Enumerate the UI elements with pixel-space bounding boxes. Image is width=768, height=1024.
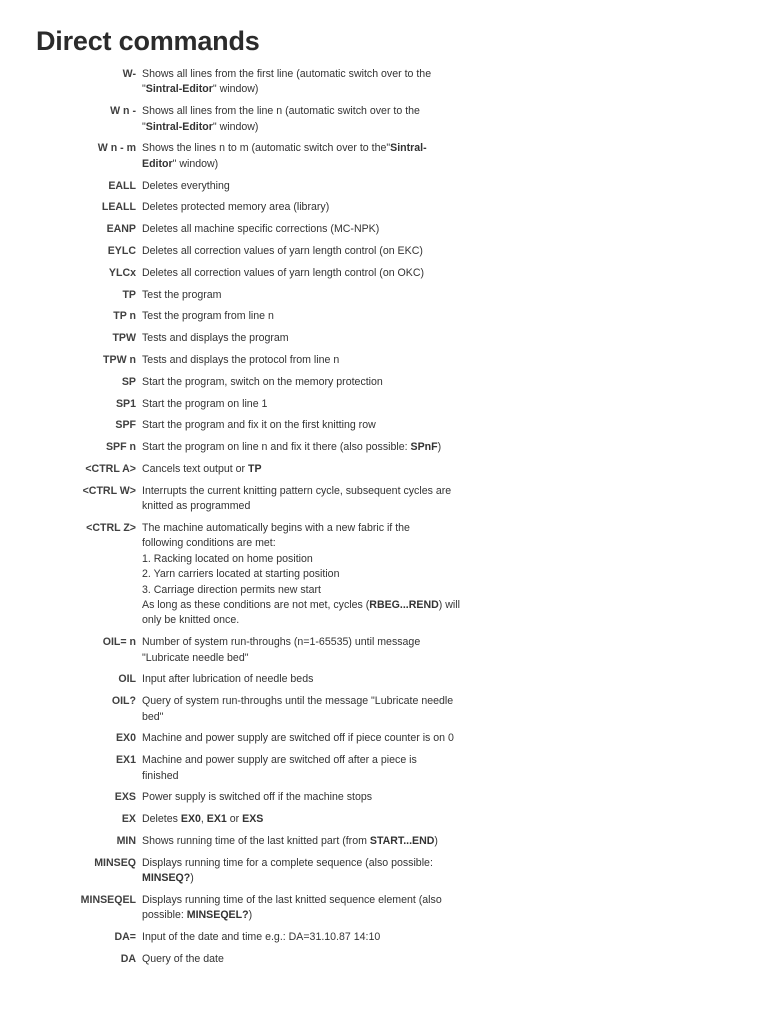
command-row — [0, 635, 768, 672]
description-line: Deletes all correction values of yarn length control (on EKC) — [142, 245, 423, 257]
command-row — [0, 353, 768, 375]
command-row — [0, 731, 768, 753]
description-line: 2. Yarn carriers located at starting position — [142, 568, 340, 581]
description-line: following conditions are met: — [142, 537, 276, 550]
description-line: 3. Carriage direction permits new start — [142, 583, 321, 596]
command-list — [0, 67, 768, 974]
description-line: "Sintral-Editor" window) — [142, 120, 259, 133]
command-code: EANP — [106, 223, 136, 236]
command-row — [0, 141, 768, 178]
command-description — [142, 67, 472, 98]
command-description — [142, 288, 472, 303]
description-line: only be knitted once. — [142, 614, 240, 627]
command-description — [142, 484, 472, 515]
command-description — [142, 397, 472, 412]
command-description — [142, 834, 472, 849]
description-line: Shows the lines n to m (automatic switch over to the"Sintral- — [142, 142, 427, 155]
command-row — [0, 834, 768, 856]
command-code: OIL — [118, 673, 136, 686]
description-line: As long as these conditions are not met, cycles (RBEG...REND) will — [142, 599, 460, 611]
command-description — [142, 353, 472, 368]
command-description — [142, 753, 472, 784]
command-row — [0, 484, 768, 521]
command-description — [142, 812, 472, 827]
command-description — [142, 309, 472, 324]
command-row — [0, 375, 768, 397]
command-row — [0, 104, 768, 141]
command-description — [142, 731, 472, 746]
description-line: Machine and power supply are switched off if piece counter is on 0 — [142, 732, 454, 745]
command-code: TPW — [112, 332, 136, 345]
command-description — [142, 179, 472, 194]
description-line: "Sintral-Editor" window) — [142, 83, 259, 96]
command-code: SP — [121, 375, 136, 388]
command-row — [0, 222, 768, 244]
description-line: Power supply is switched off if the machine stops — [142, 791, 373, 804]
description-line: Cancels text output or TP — [142, 462, 262, 475]
command-description — [142, 893, 472, 924]
command-description — [142, 331, 472, 346]
command-code: <CTRL Z> — [86, 521, 136, 534]
command-description — [142, 244, 472, 259]
command-row — [0, 331, 768, 353]
command-code: LEALL — [101, 201, 136, 214]
command-description — [142, 418, 472, 433]
command-code: EYLC — [107, 245, 136, 257]
command-row — [0, 418, 768, 440]
description-line: Input of the date and time e.g.: DA=31.10.87 14:10 — [142, 931, 381, 944]
command-row — [0, 790, 768, 812]
command-description — [142, 672, 472, 687]
description-line: Deletes everything — [142, 179, 230, 192]
command-code: DA= — [114, 931, 136, 944]
command-row — [0, 672, 768, 694]
command-row — [0, 753, 768, 790]
description-line: Start the program on line n and fix it there (also possible: SPnF) — [142, 441, 442, 454]
command-description — [142, 104, 472, 135]
command-code: TPW n — [103, 353, 136, 366]
command-code: <CTRL W> — [82, 484, 136, 497]
command-row — [0, 952, 768, 974]
command-code: EX0 — [115, 732, 136, 745]
command-description — [142, 440, 472, 455]
command-code: TP n — [113, 310, 136, 323]
description-line: Tests and displays the protocol from line n — [142, 353, 340, 366]
description-line: Start the program, switch on the memory protection — [142, 375, 383, 388]
command-row — [0, 179, 768, 201]
command-code: OIL= n — [102, 636, 136, 649]
description-line: Deletes all machine specific corrections (MC-NPK) — [142, 223, 380, 236]
command-code: SPF — [115, 419, 136, 432]
description-line: Displays running time of the last knitted sequence element (also — [142, 894, 442, 906]
command-row — [0, 244, 768, 266]
description-line: knitted as programmed — [142, 500, 251, 513]
command-code: EXS — [114, 791, 136, 804]
command-description — [142, 222, 472, 237]
description-line: Query of system run-throughs until the message "Lubricate needle — [142, 695, 454, 708]
command-code: <CTRL A> — [85, 462, 136, 475]
command-row — [0, 397, 768, 419]
description-line: Shows running time of the last knitted part (from START...END) — [142, 835, 438, 847]
command-row — [0, 67, 768, 104]
command-row — [0, 893, 768, 930]
command-description — [142, 141, 472, 172]
description-line: Shows all lines from the line n (automatic switch over to the — [142, 105, 420, 118]
command-code: EX — [121, 813, 136, 826]
description-line: 1. Racking located on home position — [142, 552, 313, 565]
command-row — [0, 266, 768, 288]
description-line: Query of the date — [142, 953, 224, 965]
description-line: finished — [142, 769, 179, 782]
description-line: Test the program — [142, 288, 222, 301]
command-description — [142, 200, 472, 215]
command-description — [142, 462, 472, 477]
command-description — [142, 952, 472, 967]
command-code: W n - m — [97, 142, 136, 155]
description-line: Deletes EX0, EX1 or EXS — [142, 813, 264, 826]
command-row — [0, 856, 768, 893]
command-code: SP1 — [115, 397, 136, 410]
command-description — [142, 790, 472, 805]
command-row — [0, 440, 768, 462]
description-line: bed" — [142, 710, 164, 723]
command-code: MIN — [116, 835, 136, 847]
command-description — [142, 694, 472, 725]
command-code: EALL — [108, 179, 136, 192]
command-code: W- — [122, 68, 136, 80]
command-description — [142, 521, 472, 629]
description-line: possible: MINSEQEL?) — [142, 909, 253, 922]
command-description — [142, 856, 472, 887]
description-line: Interrupts the current knitting pattern cycle, subsequent cycles are — [142, 484, 452, 497]
command-row — [0, 309, 768, 331]
description-line: Number of system run-throughs (n=1-65535) until message — [142, 636, 421, 649]
description-line: Deletes all correction values of yarn length control (on OKC) — [142, 266, 425, 279]
description-line: "Lubricate needle bed" — [142, 651, 249, 664]
description-line: Shows all lines from the first line (automatic switch over to the — [142, 68, 432, 80]
page-title: Direct commands — [36, 26, 260, 56]
command-row — [0, 930, 768, 952]
description-line: Editor" window) — [142, 157, 219, 170]
command-code: DA — [120, 953, 136, 965]
command-description — [142, 266, 472, 281]
description-line: The machine automatically begins with a new fabric if the — [142, 521, 410, 534]
command-description — [142, 635, 472, 666]
command-code: TP — [122, 288, 136, 301]
command-row — [0, 812, 768, 834]
command-row — [0, 288, 768, 310]
command-code: W n - — [110, 105, 136, 118]
description-line: Tests and displays the program — [142, 332, 289, 345]
command-row — [0, 694, 768, 731]
command-code: EX1 — [115, 754, 136, 767]
command-code: OIL? — [111, 695, 136, 708]
description-line: Start the program and fix it on the first knitting row — [142, 419, 376, 432]
description-line: MINSEQ?) — [142, 872, 194, 885]
command-code: MINSEQEL — [80, 894, 136, 906]
command-row — [0, 462, 768, 484]
command-code: SPF n — [105, 441, 136, 454]
description-line: Test the program from line n — [142, 310, 274, 323]
description-line: Machine and power supply are switched off after a piece is — [142, 754, 417, 767]
command-description — [142, 930, 472, 945]
description-line: Input after lubrication of needle beds — [142, 673, 314, 686]
command-description — [142, 375, 472, 390]
description-line: Start the program on line 1 — [142, 397, 268, 410]
command-code: YLCx — [108, 266, 136, 279]
description-line: Displays running time for a complete sequence (also possible: — [142, 856, 433, 869]
description-line: Deletes protected memory area (library) — [142, 201, 330, 214]
command-row — [0, 200, 768, 222]
command-code: MINSEQ — [94, 856, 136, 869]
command-row — [0, 521, 768, 635]
